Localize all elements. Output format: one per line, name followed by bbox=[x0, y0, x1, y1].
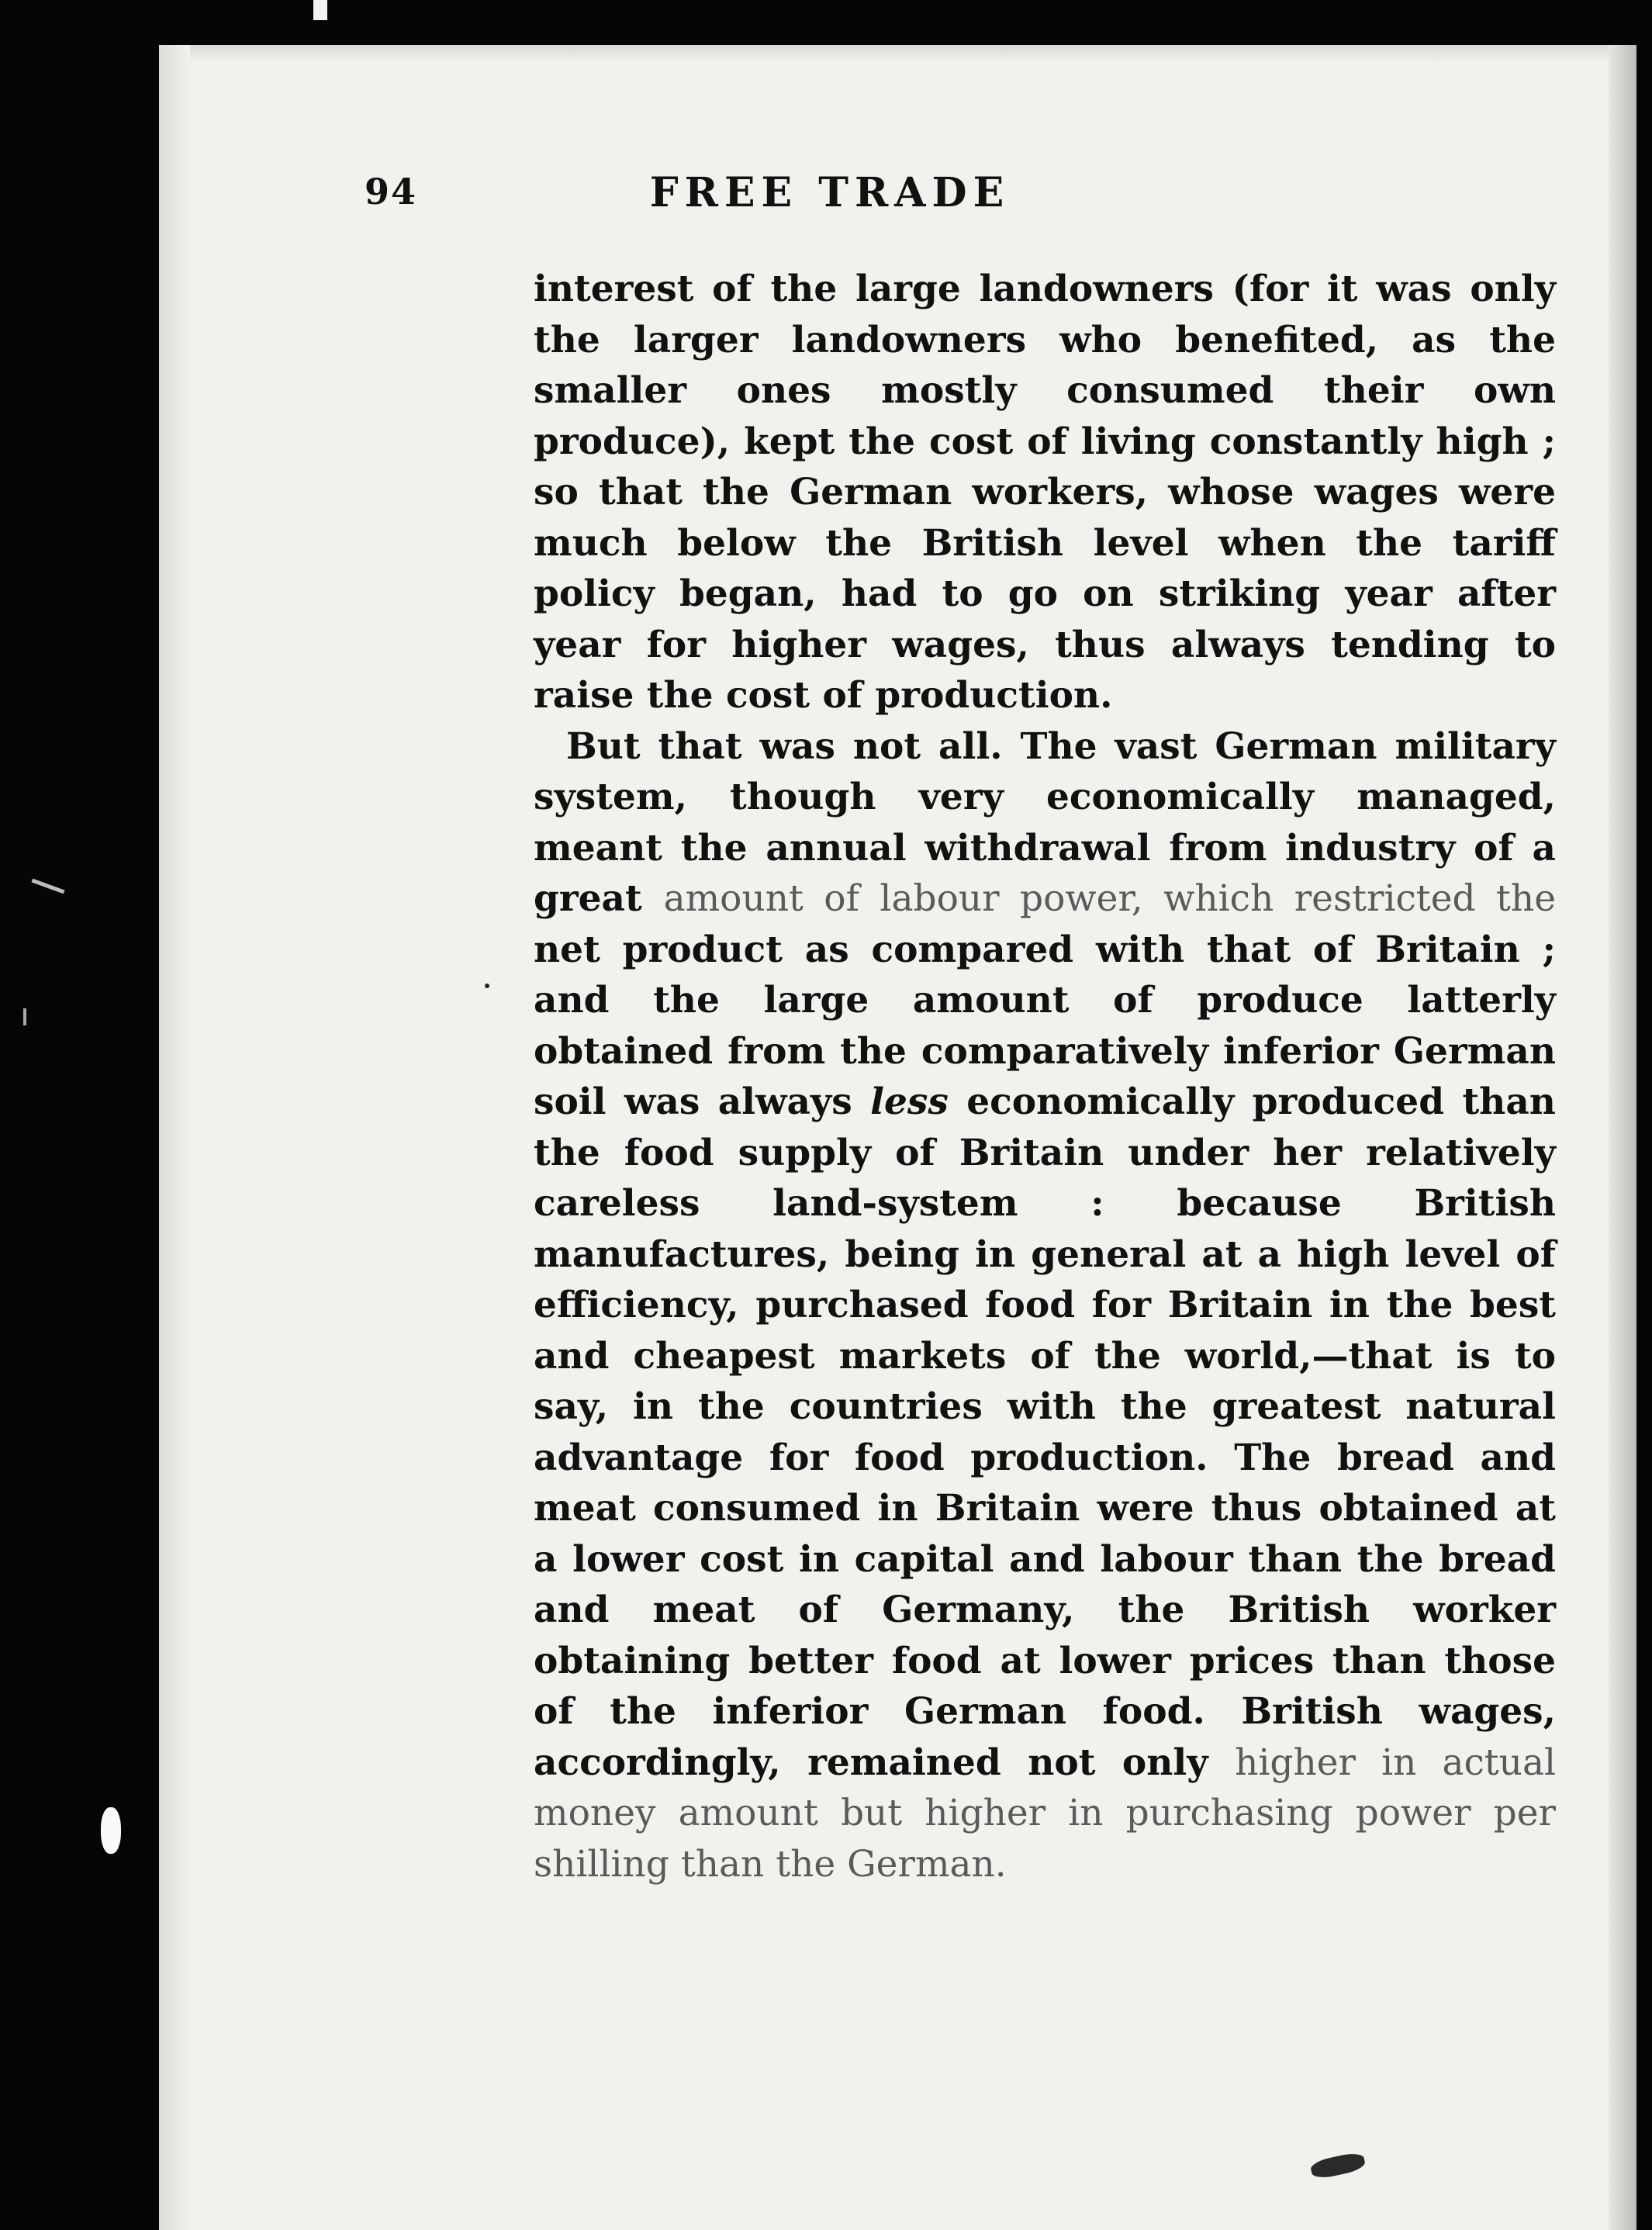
paragraph-2-text: economically produced than the food supply of Britain under her relatively careless land-system : because British manufactures, being in general at a high level of efficiency, purchased food for Britain in the best and cheapest markets of the world,—that is to say, in the countries with the greatest natural advantage for food production. The bread and meat consumed in Britain were thus obtained at a lower cost in capital and labour than the bread and meat of Germany, the British worker obtaining better food at lower prices than those of the inferior German food. British wages, accordingly, remained not only bbox=[534, 1080, 1556, 1784]
paragraph-2 bbox=[534, 721, 1556, 1890]
film-blot bbox=[101, 1807, 121, 1854]
faded-text: higher in actual money amount but higher in purchasing power per shilling than the German. bbox=[534, 1741, 1556, 1886]
page-shadow bbox=[159, 45, 1636, 62]
page-shadow bbox=[159, 45, 190, 2230]
faded-text: amount of labour power, which restricted the bbox=[663, 877, 1557, 920]
film-scratch bbox=[31, 879, 64, 894]
paragraph-2-text: But that was not all. The vast German military system, though very economically managed, meant the annual withdrawal from industry of a great bbox=[534, 724, 1556, 920]
paragraph-1 bbox=[534, 264, 1556, 721]
page-edge bbox=[1609, 45, 1636, 2230]
page-number: 94 bbox=[365, 171, 418, 213]
film-edge-mark bbox=[313, 0, 327, 20]
paragraph-1-text: interest of the large landowners (for it was only the larger landowners who benefited, as the smaller ones mostly consumed their own produce), kept the cost of living constantly high ; so that the German workers, whose wages were much below the British level when the tariff policy began, had to go on striking year after year for higher wages, thus always tending to raise the cost of production. bbox=[534, 268, 1556, 717]
ink-speck bbox=[485, 984, 489, 988]
body-text bbox=[534, 264, 1556, 1889]
film-scratch bbox=[23, 1008, 26, 1025]
page-header bbox=[365, 140, 1551, 217]
paragraph-2-text: net product as compared with that of Britain ; and the large amount of produce latterly obtained from the comparatively inferior German soil was always bbox=[534, 928, 1556, 1123]
italic-word: less bbox=[870, 1080, 949, 1123]
running-head: FREE TRADE bbox=[649, 169, 1011, 216]
